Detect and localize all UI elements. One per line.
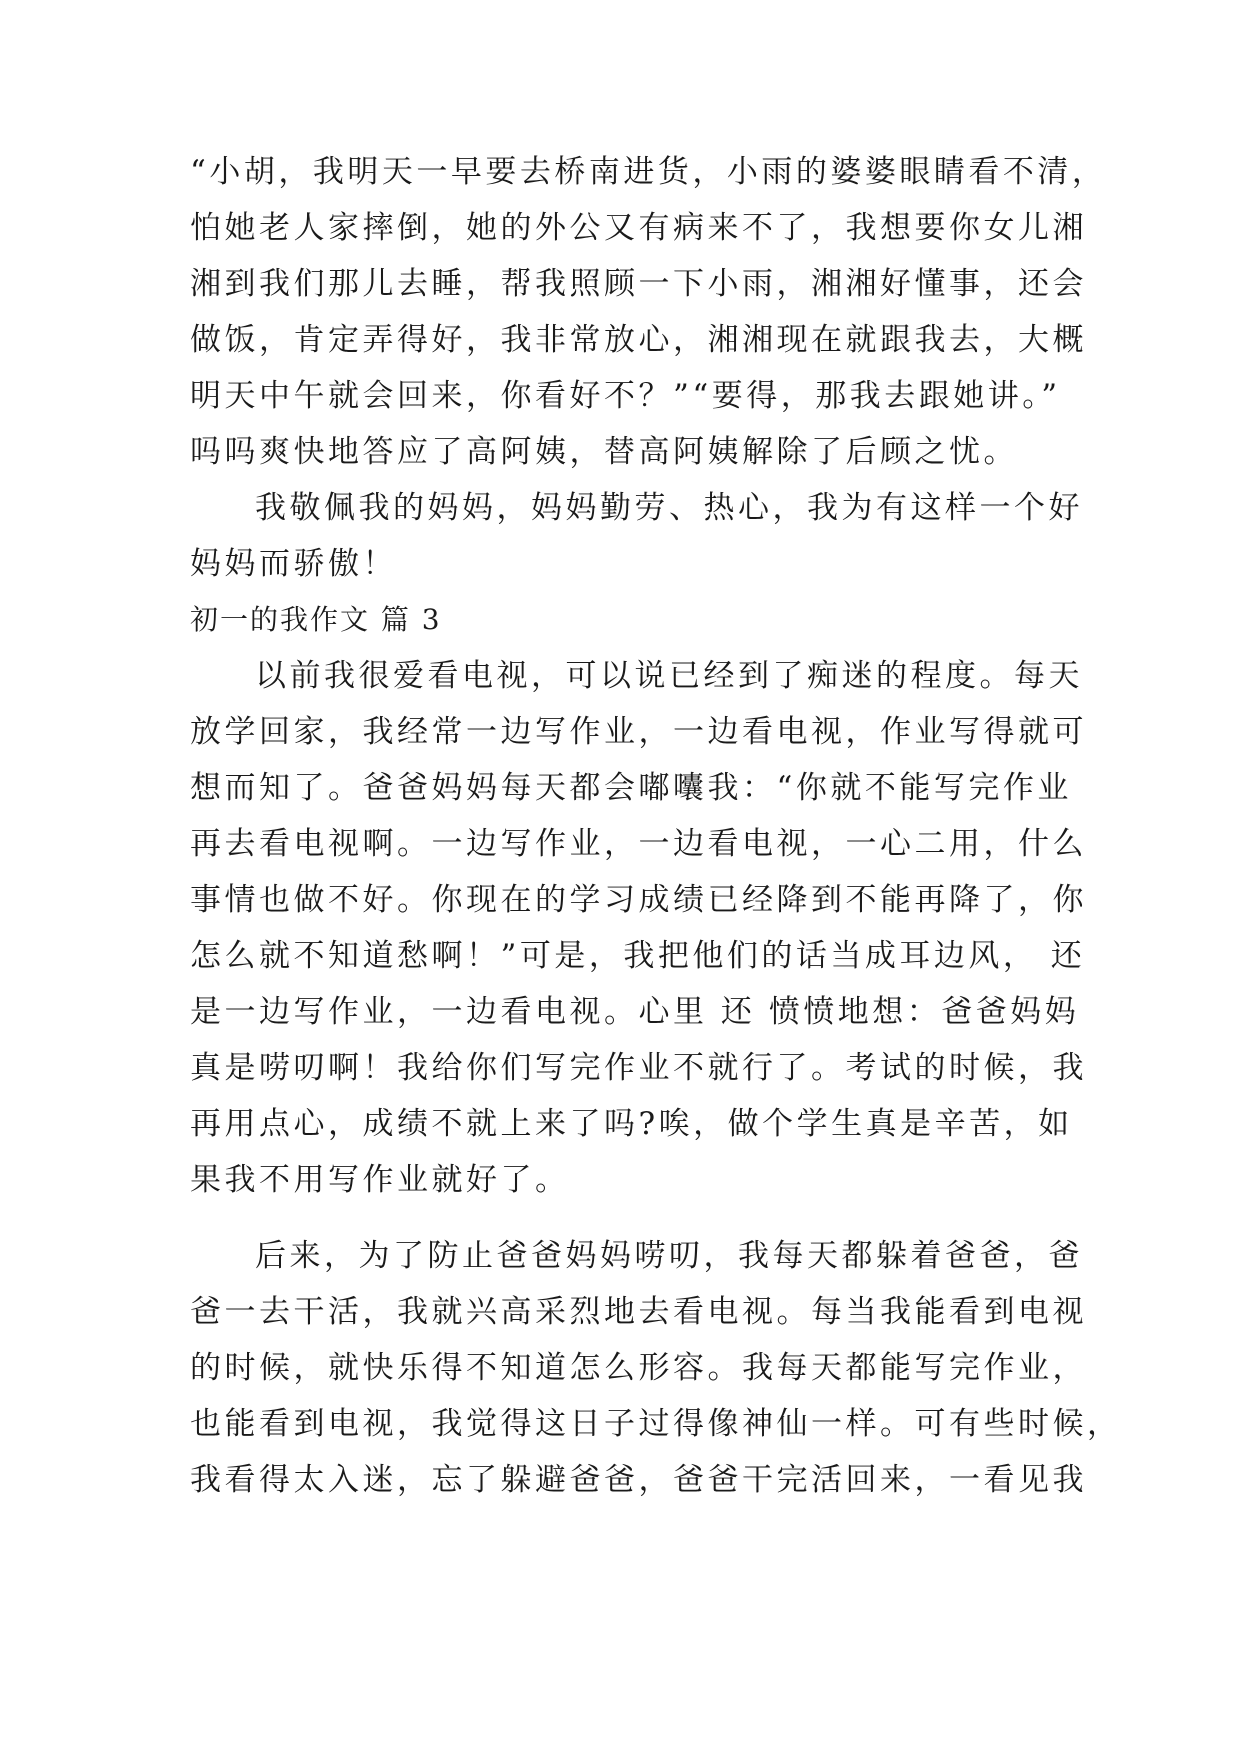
text-line: 事情也做不好。你现在的学习成绩已经降到不能再降了，你 xyxy=(190,882,1087,918)
paragraph-start-line: 我敬佩我的妈妈，妈妈勤劳、热心，我为有这样一个好 xyxy=(255,490,1083,526)
text-line: 我看得太入迷，忘了躲避爸爸，爸爸干完活回来，一看见我 xyxy=(190,1462,1087,1498)
text-line: 爸一去干活，我就兴高采烈地去看电视。每当我能看到电视 xyxy=(190,1294,1087,1330)
text-line: 妈妈而骄傲！ xyxy=(190,546,397,582)
text-line: 怎么就不知道愁啊！”可是，我把他们的话当成耳边风， 还 xyxy=(190,938,1086,974)
text-line: 怕她老人家摔倒，她的外公又有病来不了，我想要你女儿湘 xyxy=(190,210,1087,246)
text-line: “小胡，我明天一早要去桥南进货，小雨的婆婆眼睛看不清， xyxy=(190,154,1107,190)
text-line: 湘到我们那儿去睡，帮我照顾一下小雨，湘湘好懂事，还会 xyxy=(190,266,1087,302)
text-line: 明天中午就会回来，你看好不？”“要得，那我去跟她讲。” xyxy=(190,378,1061,414)
paragraph-start-line: 以前我很爱看电视，可以说已经到了痴迷的程度。每天 xyxy=(255,658,1083,694)
paragraph-start-line: 后来，为了防止爸爸妈妈唠叨，我每天都躲着爸爸，爸 xyxy=(255,1238,1083,1274)
text-line: 是一边写作业，一边看电视。心里 还 愤愤地想：爸爸妈妈 xyxy=(190,994,1080,1030)
text-line: 吗吗爽快地答应了高阿姨，替高阿姨解除了后顾之忧。 xyxy=(190,434,1018,470)
text-line: 真是唠叨啊！我给你们写完作业不就行了。考试的时候，我 xyxy=(190,1050,1087,1086)
text-line: 想而知了。爸爸妈妈每天都会嘟囔我：“你就不能写完作业 xyxy=(190,770,1072,806)
text-line: 也能看到电视，我觉得这日子过得像神仙一样。可有些时候， xyxy=(190,1406,1122,1442)
text-line: 再用点心，成绩不就上来了吗?唉，做个学生真是辛苦，如 xyxy=(190,1106,1073,1142)
text-line: 放学回家，我经常一边写作业，一边看电视，作业写得就可 xyxy=(190,714,1087,750)
section-heading: 初一的我作文 篇 3 xyxy=(190,603,442,636)
text-line: 做饭，肯定弄得好，我非常放心，湘湘现在就跟我去，大概 xyxy=(190,322,1087,358)
text-line: 的时候，就快乐得不知道怎么形容。我每天都能写完作业， xyxy=(190,1350,1087,1386)
text-line: 再去看电视啊。一边写作业，一边看电视，一心二用，什么 xyxy=(190,826,1087,862)
text-line: 果我不用写作业就好了。 xyxy=(190,1162,570,1198)
